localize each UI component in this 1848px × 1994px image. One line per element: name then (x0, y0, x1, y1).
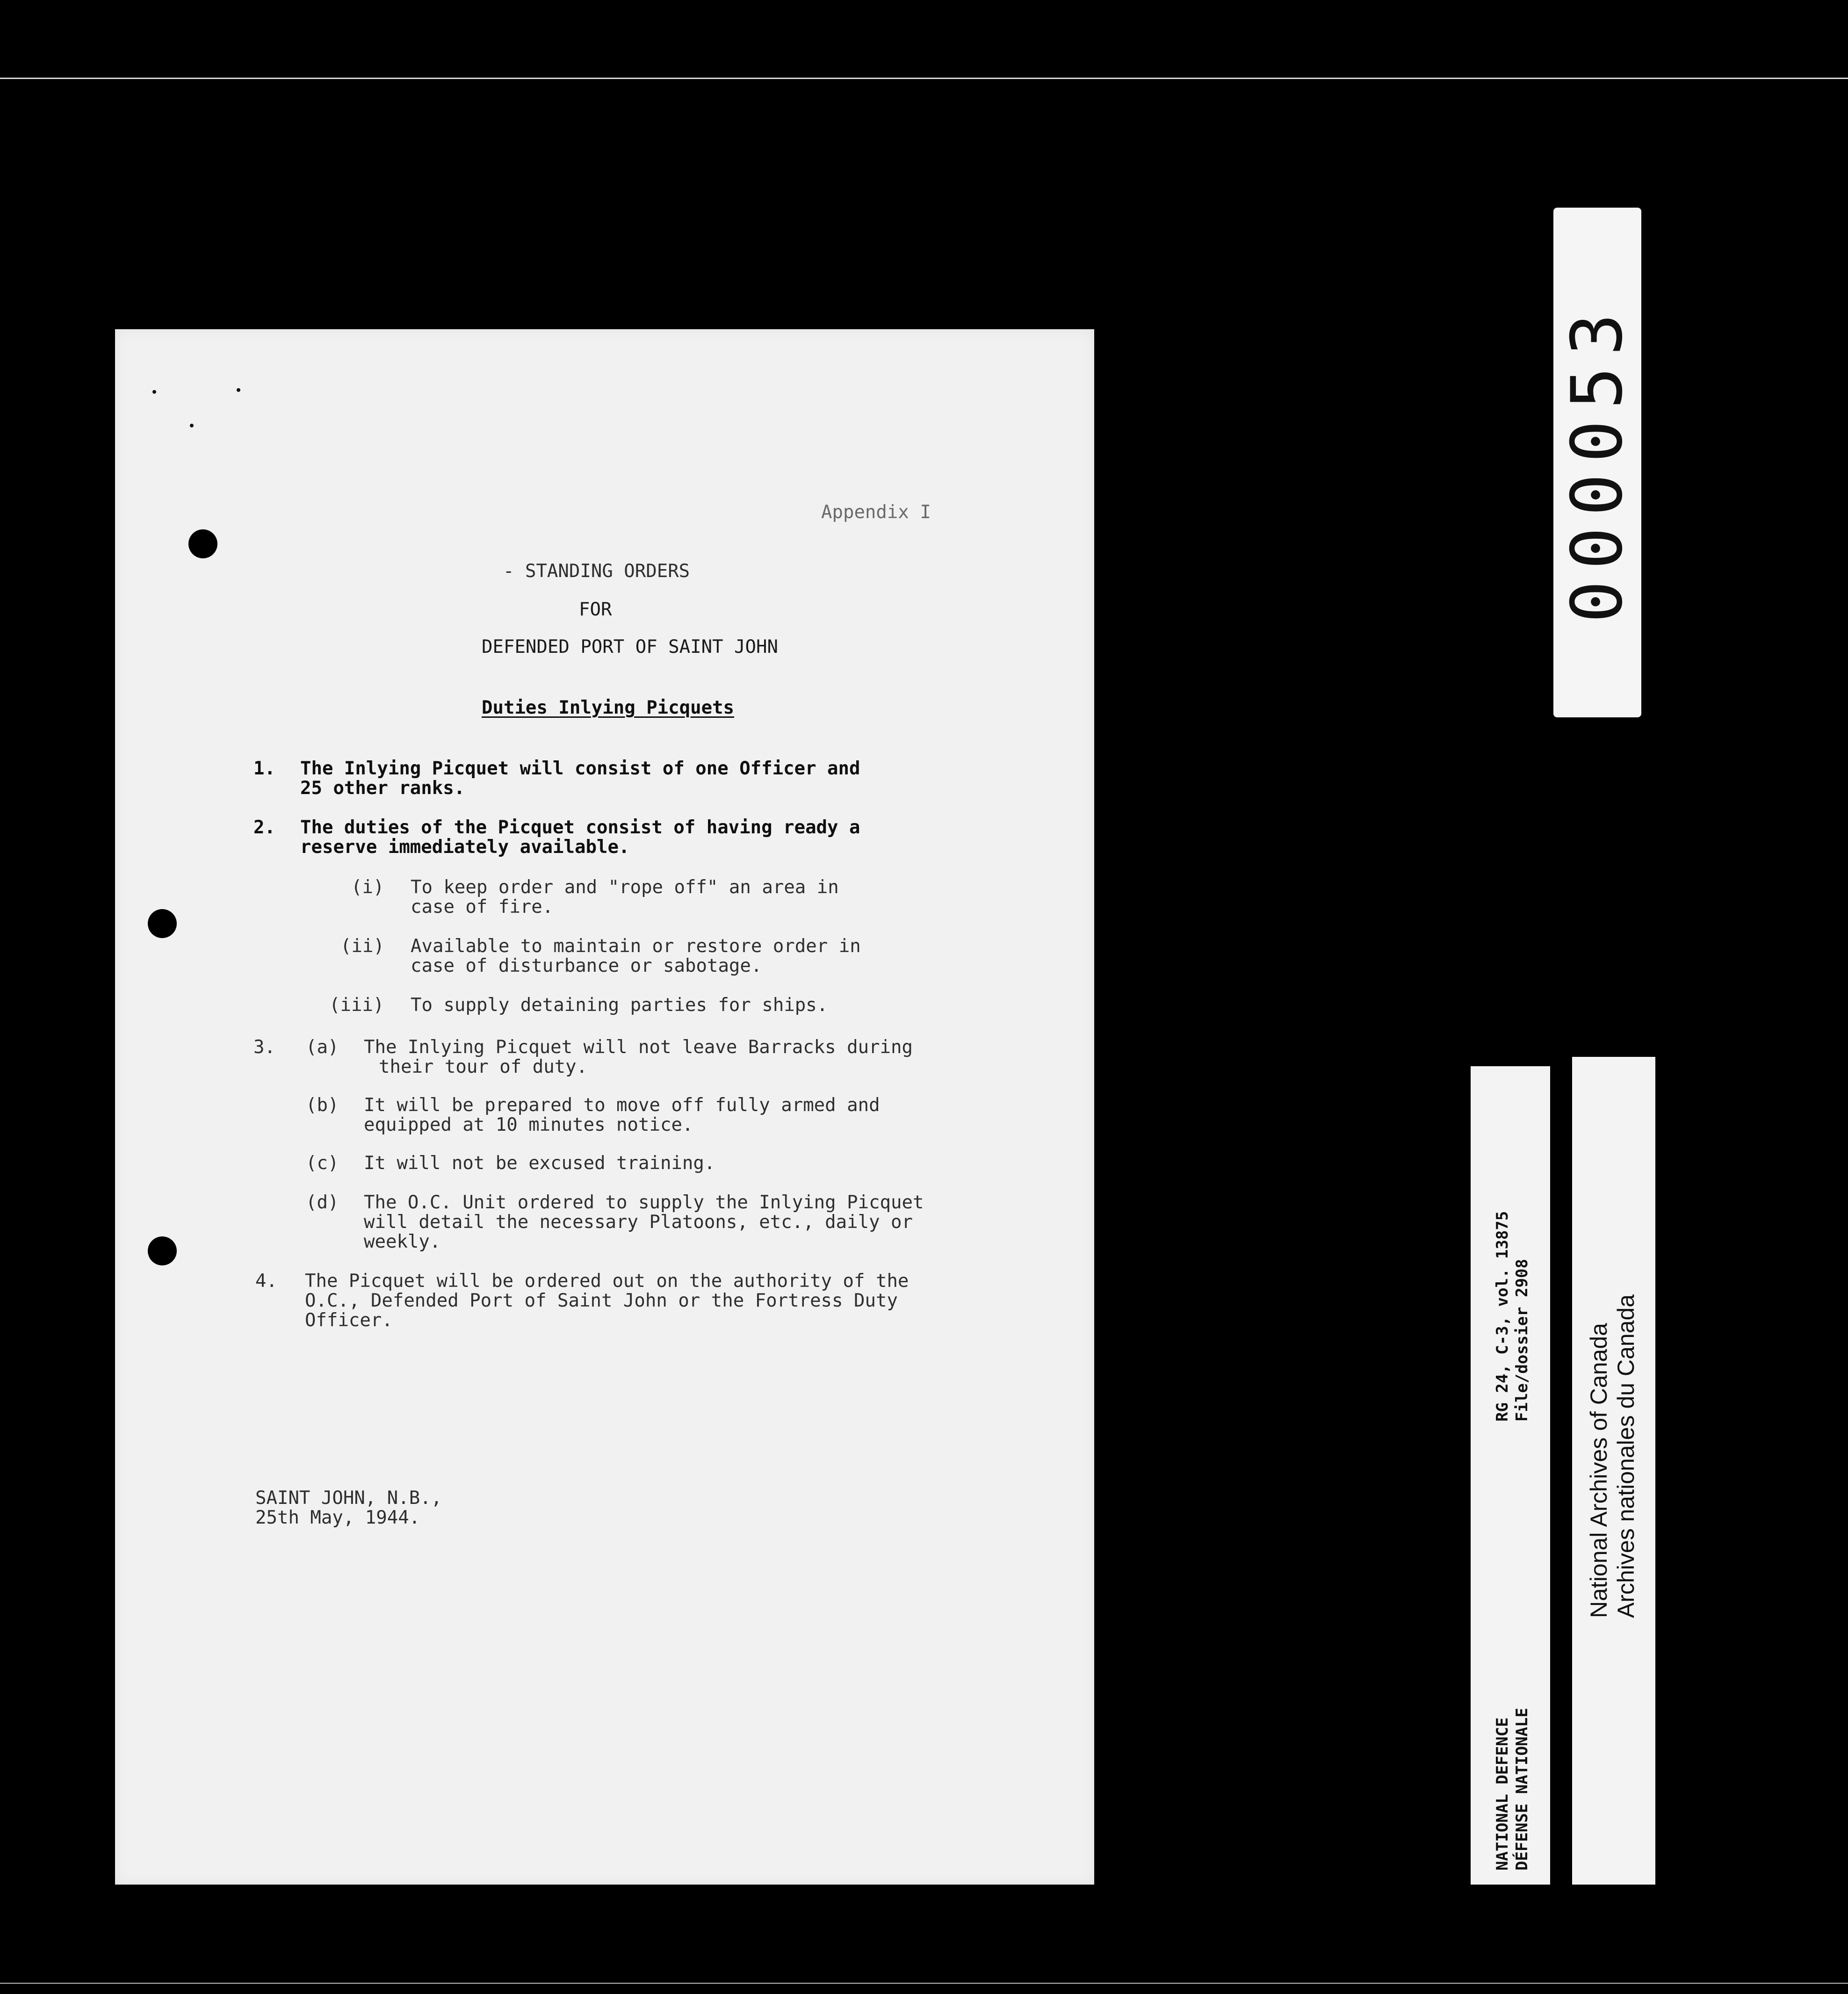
item-text-line: reserve immediately available. (300, 837, 630, 858)
speck (152, 390, 156, 394)
subitem-text-line: Available to maintain or restore order in (411, 936, 861, 957)
subitem-number: (iii) (329, 995, 384, 1016)
subitem-number: (c) (306, 1153, 339, 1174)
title-line-1: - STANDING ORDERS (503, 561, 690, 582)
archive-reference-line-2: File/dossier 2908 (1513, 1259, 1531, 1422)
subitem-text-line: To keep order and "rope off" an area in (411, 877, 839, 898)
item-text-line: Officer. (305, 1310, 393, 1331)
subitem-text-line: case of disturbance or sabotage. (411, 955, 762, 976)
punch-hole (148, 1236, 177, 1265)
subitem-number: (i) (351, 877, 384, 898)
subitem-text-line: To supply detaining parties for ships. (411, 995, 828, 1016)
subitem-text-line: weekly. (364, 1231, 441, 1252)
archive-reference-strip (1471, 1066, 1550, 1885)
archives-name-english: National Archives of Canada (1586, 1323, 1612, 1618)
item-number: 3. (253, 1037, 275, 1058)
archive-reference-line-1: RG 24, C-3, vol. 13875 (1493, 1211, 1512, 1422)
top-border-line (0, 78, 1848, 79)
item-number: 2. (253, 817, 275, 838)
archives-name-strip (1572, 1057, 1655, 1885)
subitem-text-line: equipped at 10 minutes notice. (364, 1114, 693, 1135)
document-number: 000053 (1557, 302, 1638, 623)
subitem-number: (b) (306, 1095, 339, 1116)
item-text-line: O.C., Defended Port of Saint John or the Fortress Duty (305, 1290, 898, 1311)
subitem-text-line: their tour of duty. (379, 1056, 588, 1077)
subitem-text-line: It will not be excused training. (364, 1153, 715, 1174)
place-line: SAINT JOHN, N.B., (255, 1488, 442, 1509)
date-line: 25th May, 1944. (255, 1507, 420, 1528)
subitem-number: (ii) (340, 936, 384, 957)
subitem-text-line: will detail the necessary Platoons, etc., daily or (364, 1212, 913, 1233)
title-line-2: FOR (579, 599, 612, 620)
subitem-number: (d) (306, 1192, 339, 1213)
department-line-1: NATIONAL DEFENCE (1493, 1717, 1512, 1871)
item-number: 1. (253, 758, 275, 779)
archives-name-french: Archives nationales du Canada (1613, 1294, 1639, 1618)
subitem-number: (a) (306, 1037, 339, 1058)
item-text-line: The duties of the Picquet consist of having ready a (300, 817, 860, 838)
subitem-text-line: case of fire. (411, 896, 554, 918)
section-heading: Duties Inlying Picquets (482, 697, 735, 718)
item-text-line: The Inlying Picquet will consist of one Officer and (300, 758, 860, 779)
punch-hole (188, 529, 217, 558)
document-page (115, 329, 1094, 1885)
bottom-border-line (0, 1983, 1848, 1984)
item-text-line: The Picquet will be ordered out on the authority of the (305, 1271, 909, 1292)
title-line-3: DEFENDED PORT OF SAINT JOHN (482, 636, 778, 657)
appendix-label: Appendix I (821, 502, 931, 523)
speck (190, 424, 194, 427)
subitem-text-line: The O.C. Unit ordered to supply the Inlying Picquet (364, 1192, 924, 1213)
speck (237, 388, 240, 392)
department-line-2: DÉFENSE NATIONALE (1513, 1708, 1531, 1871)
archive-document-number-label (1553, 208, 1641, 717)
subitem-text-line: The Inlying Picquet will not leave Barracks during (364, 1037, 913, 1058)
punch-hole (148, 909, 177, 938)
item-text-line: 25 other ranks. (300, 778, 465, 799)
subitem-text-line: It will be prepared to move off fully armed and (364, 1095, 880, 1116)
item-number: 4. (255, 1271, 277, 1292)
